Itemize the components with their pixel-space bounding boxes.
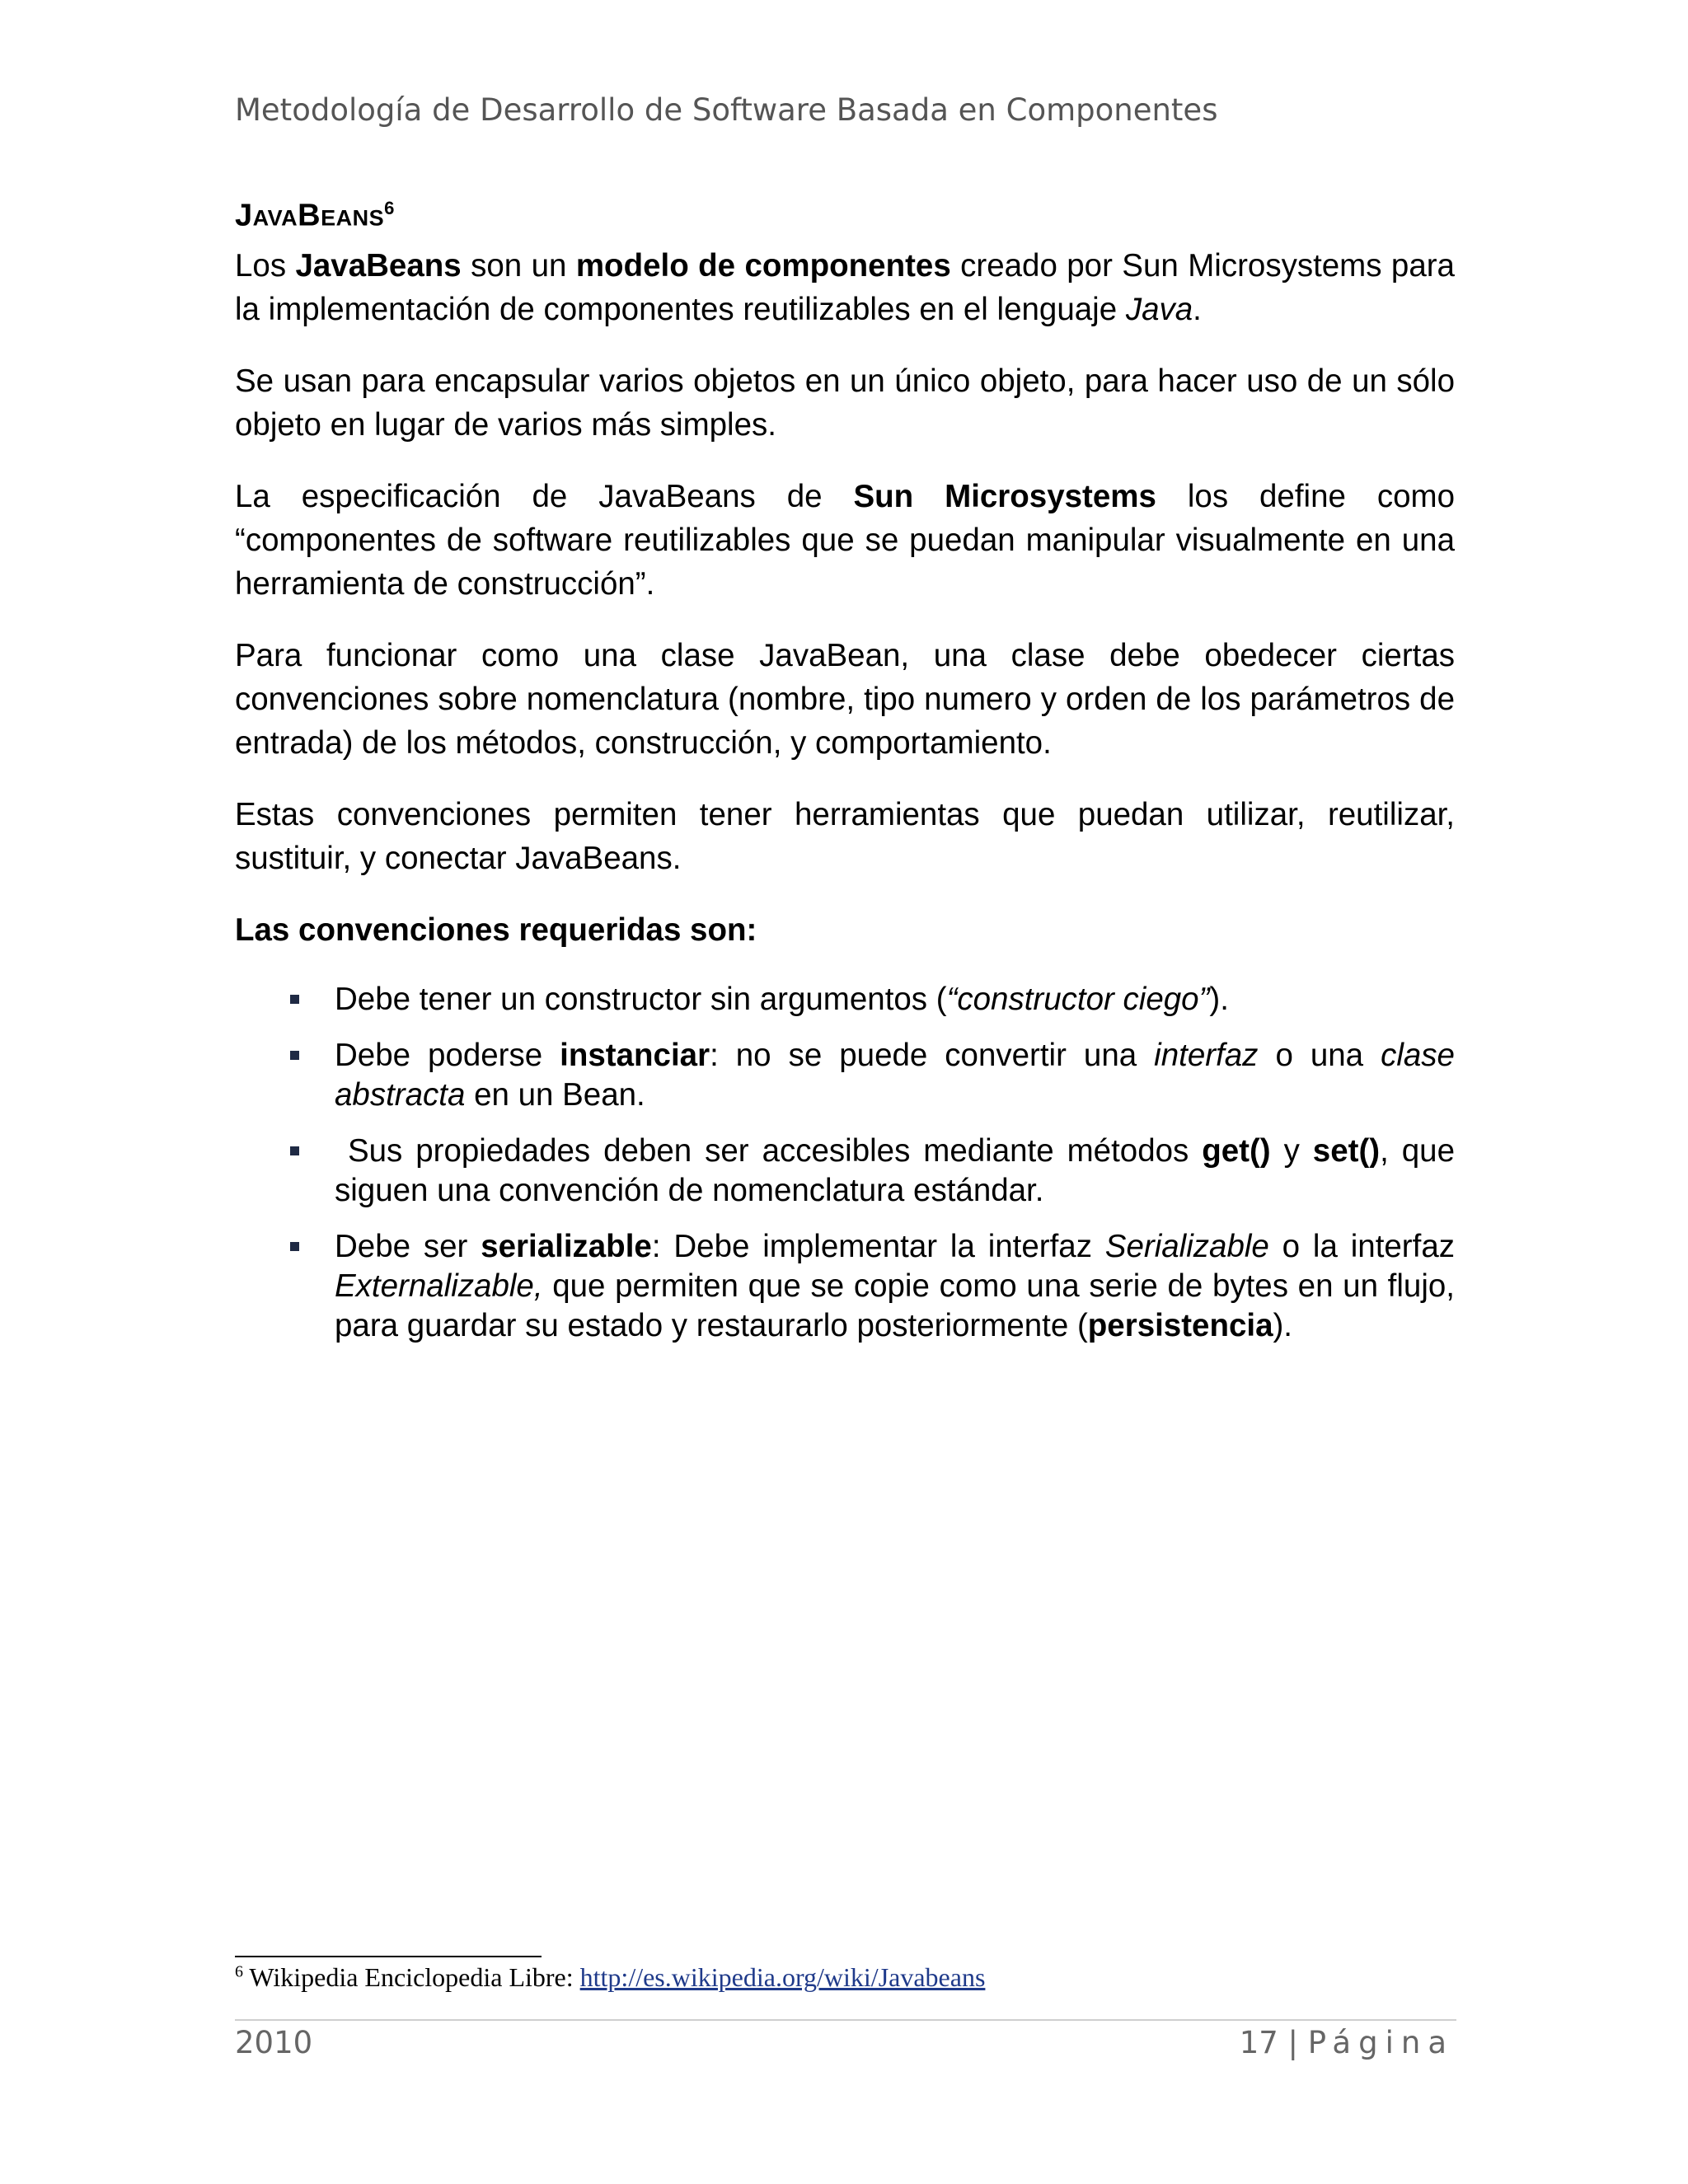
section-title-text: JavaBeans <box>235 198 385 233</box>
bold-run: Sun Microsystems <box>853 479 1156 514</box>
text-run: los define como “componentes de software reutilizables que se puedan manipular visualmente en una herramienta de construcción”. <box>235 479 1455 602</box>
list-item <box>335 1036 1455 1115</box>
paragraph-2: Se usan para encapsular varios objetos en un único objeto, para hacer uso de un sólo objeto en lugar de varios más simples. <box>235 363 1455 443</box>
text-run: ). <box>1273 1308 1293 1343</box>
footer-divider <box>235 2019 1456 2021</box>
square-bullet-icon <box>290 1146 299 1155</box>
text-run: : no se puede convertir una <box>710 1038 1155 1073</box>
footnote-number: 6 <box>235 1962 243 1981</box>
text-run: Sus propiedades deben ser accesibles mediante métodos <box>335 1133 1203 1169</box>
list-lead: Las convenciones requeridas son: <box>235 912 757 948</box>
list-item <box>335 1132 1455 1211</box>
text-run: : Debe implementar la interfaz <box>651 1229 1105 1264</box>
bold-run: persistencia <box>1087 1308 1273 1343</box>
italic-run: interfaz <box>1154 1038 1259 1073</box>
section-title <box>235 198 395 234</box>
text-run: o la interfaz <box>1268 1229 1455 1264</box>
list-item <box>335 980 1455 1019</box>
bold-run: modelo de componentes <box>575 248 951 284</box>
italic-run: clase abstracta <box>335 1038 1455 1113</box>
paragraph-3 <box>235 475 1455 606</box>
text-run: Debe poderse <box>335 1038 560 1073</box>
text-run: en un Bean. <box>465 1077 645 1113</box>
text-run: y <box>1270 1133 1313 1169</box>
text-run: ). <box>1209 982 1229 1017</box>
square-bullet-icon <box>290 1242 299 1251</box>
italic-run: Externalizable, <box>335 1268 543 1304</box>
paragraph-4: Para funcionar como una clase JavaBean, una clase debe obedecer ciertas convenciones sobre nomenclatura (nombre, tipo numero y orden de los parámetros de entrada) de los métodos, construcción, y comportamiento. <box>235 638 1455 761</box>
text-run: La especificación de JavaBeans de <box>235 479 854 514</box>
body-text <box>235 244 1455 1362</box>
text-run: . <box>1193 292 1202 327</box>
text-run: o una <box>1258 1038 1381 1073</box>
list-item <box>335 1227 1455 1346</box>
italic-run: Java <box>1125 292 1193 327</box>
bold-run: instanciar <box>560 1038 710 1073</box>
paragraph-5: Estas convenciones permiten tener herramientas que puedan utilizar, reutilizar, sustituir, y conectar JavaBeans. <box>235 797 1455 876</box>
running-header: Metodología de Desarrollo de Software Basada en Componentes <box>235 92 1218 128</box>
bold-run: JavaBeans <box>295 248 462 284</box>
italic-run: “constructor ciego” <box>946 982 1210 1017</box>
bold-run: set() <box>1312 1133 1381 1169</box>
bold-run: get() <box>1202 1133 1271 1169</box>
footnote-divider <box>235 1956 542 1957</box>
footnote-link[interactable]: http://es.wikipedia.org/wiki/Javabeans <box>579 1962 986 1992</box>
italic-run: Serializable <box>1104 1229 1269 1264</box>
square-bullet-icon <box>290 1051 299 1060</box>
text-run: , que siguen una convención de nomenclatura estándar. <box>335 1133 1455 1208</box>
page-word: Página <box>1307 2025 1454 2060</box>
paragraph-1 <box>235 244 1455 331</box>
text-run: Debe ser <box>335 1229 481 1264</box>
square-bullet-icon <box>290 995 299 1004</box>
footnote <box>235 1962 985 1993</box>
footer-page-label <box>1240 2025 1454 2060</box>
footnote-ref[interactable]: 6 <box>384 198 395 218</box>
text-run: creado por Sun Microsystems para la implementación de componentes reutilizables en el lenguaje <box>235 248 1455 327</box>
footer-separator: | <box>1287 2025 1299 2060</box>
conventions-list <box>235 980 1455 1346</box>
text-run: son un <box>461 248 576 284</box>
footnote-text: Wikipedia Enciclopedia Libre: <box>243 1962 580 1992</box>
footer-year: 2010 <box>235 2025 313 2060</box>
page-number: 17 <box>1239 2025 1278 2060</box>
text-run: Los <box>235 248 296 284</box>
text-run: que permiten que se copie como una serie de bytes en un flujo, para guardar su estado y restaurarlo posteriormente ( <box>335 1268 1455 1343</box>
text-run: Debe tener un constructor sin argumentos ( <box>335 982 947 1017</box>
bold-run: serializable <box>481 1229 652 1264</box>
